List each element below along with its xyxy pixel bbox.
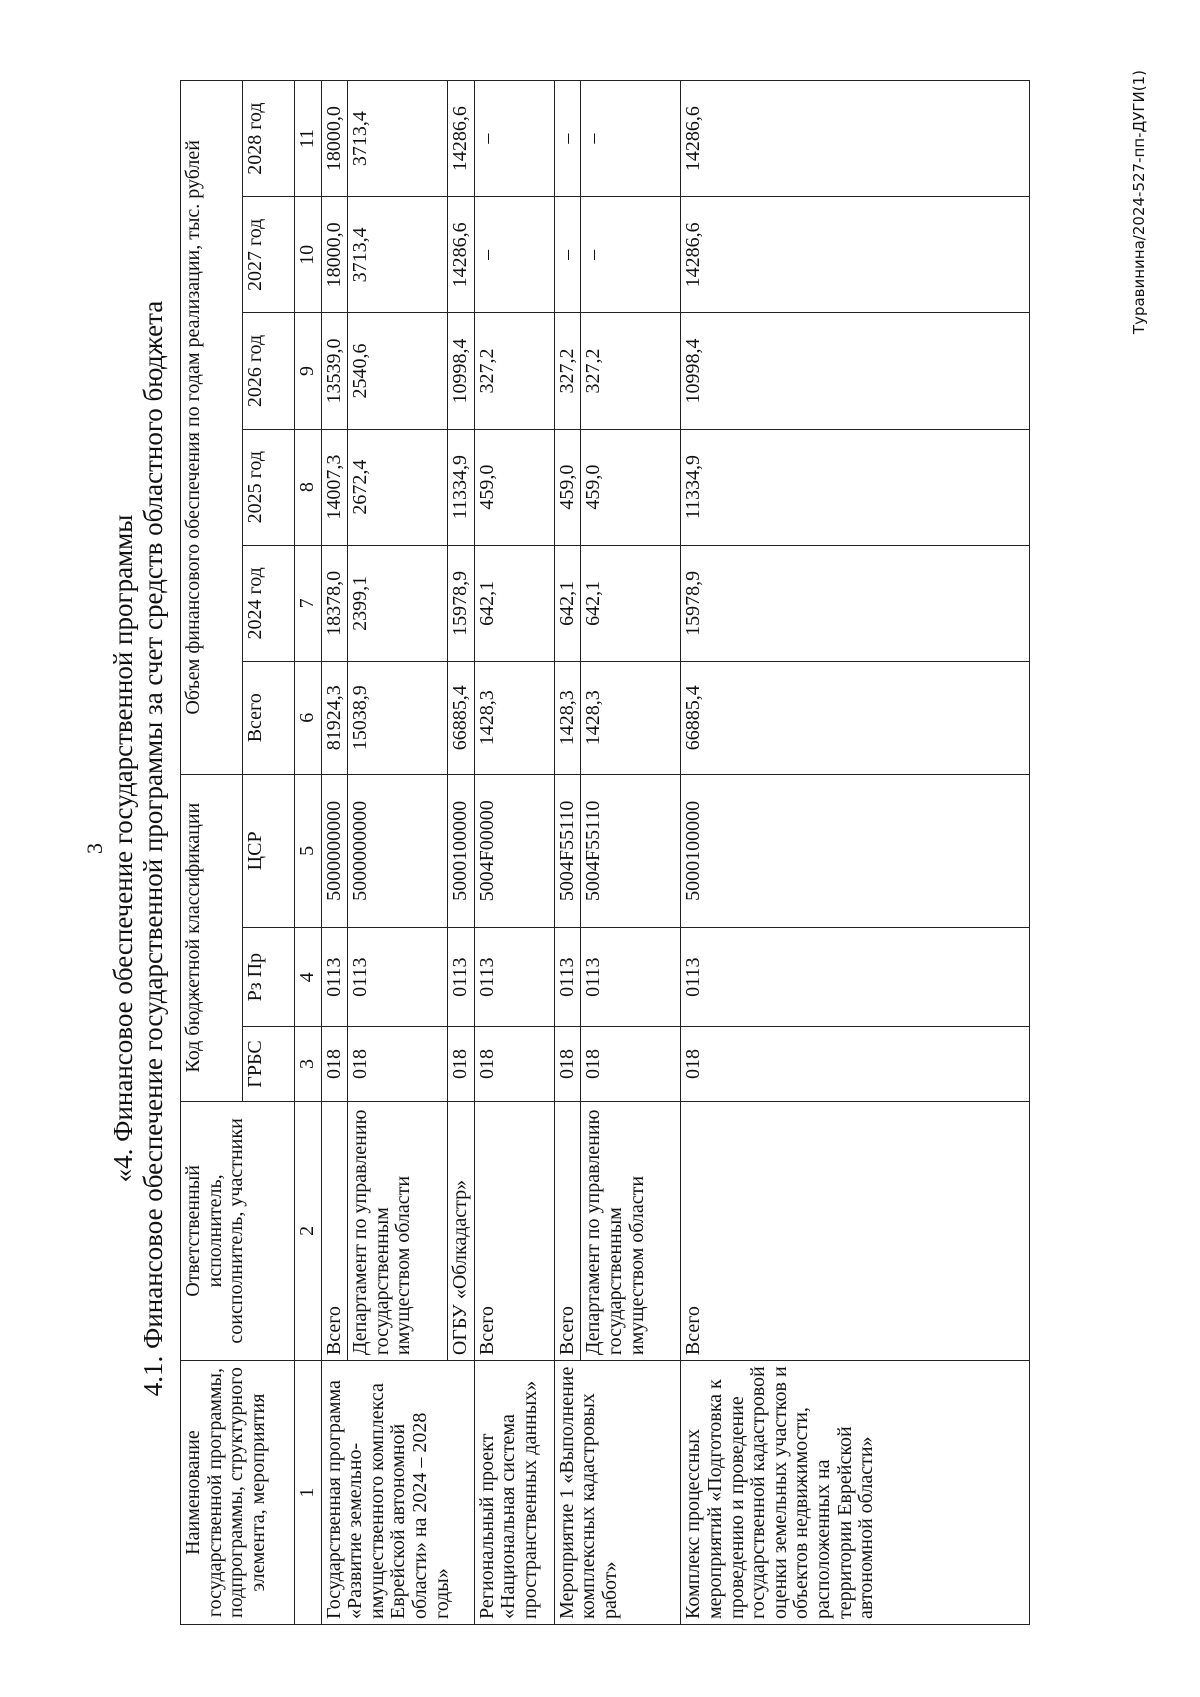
row-total: 66885,4 bbox=[681, 661, 1030, 774]
row-grbs: 018 bbox=[348, 1027, 448, 1101]
row-executor: Всего bbox=[474, 1101, 554, 1360]
row-executor: Всего bbox=[554, 1101, 581, 1360]
row-2028: 14286,6 bbox=[681, 81, 1030, 197]
row-2028: 3713,4 bbox=[348, 81, 448, 197]
header-2028: 2028 год bbox=[243, 81, 295, 197]
row-2025: 14007,3 bbox=[321, 429, 348, 545]
header-budget-code: Код бюджетной классификации bbox=[181, 774, 243, 1101]
row-2026: 2540,6 bbox=[348, 313, 448, 429]
header-2025: 2025 год bbox=[243, 429, 295, 545]
row-2025: 11334,9 bbox=[448, 429, 475, 545]
row-2026: 327,2 bbox=[554, 313, 581, 429]
row-2027: 14286,6 bbox=[448, 197, 475, 313]
row-2027: 14286,6 bbox=[681, 197, 1030, 313]
row-executor: ОГБУ «Облкадастр» bbox=[448, 1101, 475, 1360]
row-2024: 642,1 bbox=[554, 545, 581, 661]
row-name: Государственная программа «Развитие земельно-имущественного комплекса Еврейской автономной области» на 2024 – 2028 годы» bbox=[321, 1361, 474, 1625]
col-number: 8 bbox=[295, 429, 322, 545]
col-number: 10 bbox=[295, 197, 322, 313]
col-number: 5 bbox=[295, 774, 322, 927]
row-grbs: 018 bbox=[448, 1027, 475, 1101]
col-number: 2 bbox=[295, 1101, 322, 1360]
row-2024: 15978,9 bbox=[681, 545, 1030, 661]
row-2026: 10998,4 bbox=[681, 313, 1030, 429]
column-numbers-row bbox=[295, 81, 322, 1625]
row-2024: 642,1 bbox=[474, 545, 554, 661]
row-total: 15038,9 bbox=[348, 661, 448, 774]
header-csr: ЦСР bbox=[243, 774, 295, 927]
row-csr: 5000000000 bbox=[321, 774, 348, 927]
header-name: Наименование государственной программы, подпрограммы, структурного элемента, мероприятия bbox=[181, 1361, 295, 1625]
row-2024: 15978,9 bbox=[448, 545, 475, 661]
row-total: 1428,3 bbox=[554, 661, 581, 774]
row-2024: 642,1 bbox=[581, 545, 681, 661]
subsection-heading: 4.1. Финансовое обеспечение государственной программы за счет средств областного бюджета bbox=[138, 300, 168, 1397]
row-2027: – bbox=[474, 197, 554, 313]
header-executor: Ответственный исполнитель, соисполнитель, участники bbox=[181, 1101, 295, 1360]
row-executor: Департамент по управлению государственным имуществом области bbox=[348, 1101, 448, 1360]
header-2024: 2024 год bbox=[243, 545, 295, 661]
row-grbs: 018 bbox=[581, 1027, 681, 1101]
row-rzpr: 0113 bbox=[448, 928, 475, 1027]
row-2028: – bbox=[474, 81, 554, 197]
row-grbs: 018 bbox=[321, 1027, 348, 1101]
col-number: 7 bbox=[295, 545, 322, 661]
header-volume: Объем финансового обеспечения по годам реализации, тыс. рублей bbox=[181, 81, 243, 775]
row-2025: 459,0 bbox=[581, 429, 681, 545]
header-2026: 2026 год bbox=[243, 313, 295, 429]
row-executor: Департамент по управлению государственным имуществом области bbox=[581, 1101, 681, 1360]
row-rzpr: 0113 bbox=[581, 928, 681, 1027]
table-row bbox=[554, 81, 581, 1625]
row-rzpr: 0113 bbox=[348, 928, 448, 1027]
row-2028: 14286,6 bbox=[448, 81, 475, 197]
col-number: 11 bbox=[295, 81, 322, 197]
table-row bbox=[474, 81, 554, 1625]
page-number: 3 bbox=[82, 843, 107, 854]
col-number: 4 bbox=[295, 928, 322, 1027]
row-csr: 5004F55110 bbox=[554, 774, 581, 927]
row-2026: 327,2 bbox=[581, 313, 681, 429]
row-total: 66885,4 bbox=[448, 661, 475, 774]
row-2028: – bbox=[554, 81, 581, 197]
table-row bbox=[681, 81, 1030, 1625]
row-grbs: 018 bbox=[554, 1027, 581, 1101]
col-number: 9 bbox=[295, 313, 322, 429]
row-name: Региональный проект «Национальная система пространственных данных» bbox=[474, 1361, 554, 1625]
row-csr: 5004F55110 bbox=[581, 774, 681, 927]
header-grbs: ГРБС bbox=[243, 1027, 295, 1101]
row-2025: 11334,9 bbox=[681, 429, 1030, 545]
row-2027: – bbox=[581, 197, 681, 313]
row-2027: 18000,0 bbox=[321, 197, 348, 313]
row-total: 1428,3 bbox=[581, 661, 681, 774]
row-2024: 18378,0 bbox=[321, 545, 348, 661]
row-2025: 459,0 bbox=[554, 429, 581, 545]
header-rzpr: Рз Пр bbox=[243, 928, 295, 1027]
row-executor: Всего bbox=[321, 1101, 348, 1360]
row-2026: 327,2 bbox=[474, 313, 554, 429]
row-grbs: 018 bbox=[474, 1027, 554, 1101]
header-total: Всего bbox=[243, 661, 295, 774]
row-2026: 13539,0 bbox=[321, 313, 348, 429]
row-csr: 5000100000 bbox=[448, 774, 475, 927]
row-2028: 18000,0 bbox=[321, 81, 348, 197]
col-number: 6 bbox=[295, 661, 322, 774]
row-name: Комплекс процессных мероприятий «Подготовка к проведению и проведение государственной кадастровой оценки земельных участков и объектов недвижимости, расположенных на территории Еврейской автономной области» bbox=[681, 1361, 1030, 1625]
row-total: 81924,3 bbox=[321, 661, 348, 774]
header-2027: 2027 год bbox=[243, 197, 295, 313]
row-rzpr: 0113 bbox=[554, 928, 581, 1027]
row-name: Мероприятие 1 «Выполнение комплексных кадастровых работ» bbox=[554, 1361, 681, 1625]
col-number: 1 bbox=[295, 1361, 322, 1625]
row-rzpr: 0113 bbox=[474, 928, 554, 1027]
row-total: 1428,3 bbox=[474, 661, 554, 774]
section-heading: «4. Финансовое обеспечение государственной программы bbox=[108, 514, 138, 1183]
row-2026: 10998,4 bbox=[448, 313, 475, 429]
row-2027: 3713,4 bbox=[348, 197, 448, 313]
row-grbs: 018 bbox=[681, 1027, 1030, 1101]
row-executor: Всего bbox=[681, 1101, 1030, 1360]
row-rzpr: 0113 bbox=[681, 928, 1030, 1027]
table-row bbox=[321, 81, 348, 1625]
row-rzpr: 0113 bbox=[321, 928, 348, 1027]
financing-table bbox=[180, 80, 1030, 1625]
document-code: Туравинина/2024-527-пп-ДУГИ(1) bbox=[1130, 70, 1148, 335]
col-number: 3 bbox=[295, 1027, 322, 1101]
row-csr: 5004F00000 bbox=[474, 774, 554, 927]
row-2028: – bbox=[581, 81, 681, 197]
row-2025: 2672,4 bbox=[348, 429, 448, 545]
row-2025: 459,0 bbox=[474, 429, 554, 545]
row-2027: – bbox=[554, 197, 581, 313]
row-csr: 5000100000 bbox=[681, 774, 1030, 927]
row-csr: 5000000000 bbox=[348, 774, 448, 927]
row-2024: 2399,1 bbox=[348, 545, 448, 661]
